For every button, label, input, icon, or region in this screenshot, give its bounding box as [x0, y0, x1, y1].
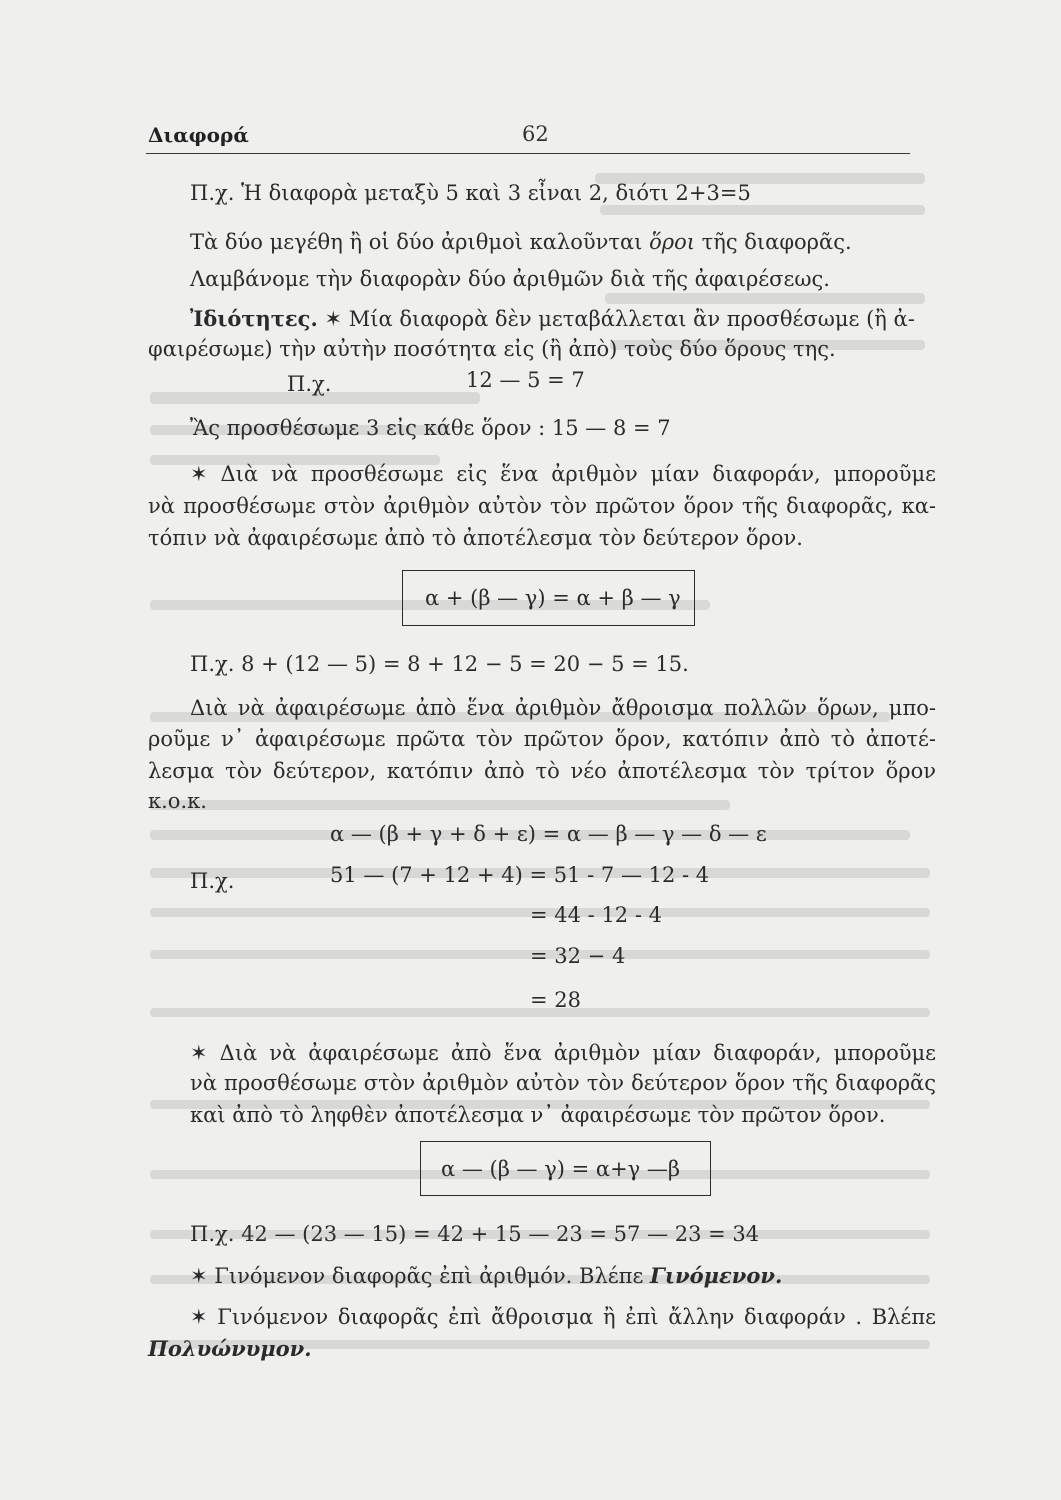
diff-rule-line-2: νὰ προσθέσωμε στὸν ἀριθμὸν αὐτὸν τὸν δεύτερον ὅρον τῆς διαφορᾶς — [190, 1071, 936, 1095]
example-sentence: Π.χ. Ἡ διαφορὰ μεταξὺ 5 καὶ 3 εἶναι 2, διότι 2+3=5 — [190, 181, 751, 205]
terms-sentence — [190, 232, 852, 253]
rule-paragraph-line-2: νὰ προσθέσωμε στὸν ἀριθμὸν αὐτὸν τὸν πρῶτον ὅρον τῆς διαφορᾶς, κα- — [148, 494, 936, 518]
rule-paragraph-line-1: ✶ Διὰ νὰ προσθέσωμε εἰς ἕνα ἀριθμὸν μίαν διαφοράν, μποροῦμε — [190, 462, 936, 486]
see-also-product-text: ✶ Γινόμενον διαφορᾶς ἐπὶ ἀριθμόν. Βλέπε — [190, 1264, 651, 1288]
properties-heading: Ἰδιότητες. — [190, 306, 318, 331]
see-also-product — [190, 1265, 782, 1287]
properties-line — [190, 308, 915, 330]
example-expression: 12 — 5 = 7 — [466, 368, 585, 392]
formula-box-1-text: α + (β — γ) = α + β — γ — [425, 586, 681, 610]
properties-line-2: φαιρέσωμε) τὴν αὐτὴν ποσότητα εἰς (ἢ ἀπὸ) τοὺς δύο ὅρους της. — [148, 337, 836, 361]
properties-text: ✶ Μία διαφορὰ δὲν μεταβάλλεται ἂν προσθέσωμε (ἢ ἀ- — [317, 307, 915, 331]
link-ginomenon[interactable]: Γινόμενον. — [650, 1263, 783, 1288]
sum-paragraph-line-4: κ.ο.κ. — [148, 789, 207, 813]
add-three-sentence: Ἂς προσθέσωμε 3 εἰς κάθε ὅρον : 15 — 8 = 7 — [190, 416, 671, 440]
example-3-line-4: = 28 — [530, 988, 581, 1012]
page-number: 62 — [522, 122, 549, 146]
diff-rule-line-1: ✶ Διὰ νὰ ἀφαιρέσωμε ἀπὸ ἕνα ἀριθμὸν μίαν διαφοράν, μποροῦμε — [190, 1041, 936, 1065]
section-header: Διαφορά — [148, 123, 249, 147]
link-polyonymon[interactable]: Πολυώνυμον. — [148, 1336, 312, 1361]
example-3-line-3: = 32 − 4 — [530, 944, 626, 968]
formula-box-2 — [420, 1141, 711, 1196]
header-rule — [146, 153, 910, 154]
example-3-line-2: = 44 - 12 - 4 — [530, 903, 662, 927]
example-2: Π.χ. 8 + (12 — 5) = 8 + 12 − 5 = 20 − 5 = 15. — [190, 652, 689, 676]
terms-sentence-start: Τὰ δύο μεγέθη ἢ οἱ δύο ἀριθμοὶ καλοῦνται — [190, 230, 650, 254]
general-formula: α — (β + γ + δ + ε) = α — β — γ — δ — ε — [330, 822, 767, 846]
terms-sentence-end: τῆς διαφορᾶς. — [694, 230, 852, 254]
subtraction-sentence: Λαμβάνομε τὴν διαφορὰν δύο ἀριθμῶν διὰ τῆς ἀφαιρέσεως. — [190, 267, 830, 291]
example-label: Π.χ. — [287, 372, 332, 396]
example-3-label: Π.χ. — [190, 869, 235, 893]
sum-paragraph-line-1: Διὰ νὰ ἀφαιρέσωμε ἀπὸ ἕνα ἀριθμὸν ἄθροισμα πολλῶν ὅρων, μπο- — [190, 696, 936, 720]
example-4: Π.χ. 42 — (23 — 15) = 42 + 15 — 23 = 57 — 23 = 34 — [190, 1222, 760, 1246]
diff-rule-line-3: καὶ ἀπὸ τὸ ληφθὲν ἀποτέλεσμα ν᾿ ἀφαιρέσωμε τὸν πρῶτον ὅρον. — [190, 1103, 886, 1127]
sum-paragraph-line-2: ροῦμε ν᾿ ἀφαιρέσωμε πρῶτα τὸν πρῶτον ὅρον, κατόπιν ἀπὸ τὸ ἀποτέ- — [148, 727, 936, 751]
term-oroi: ὅροι — [649, 230, 695, 254]
formula-box-1 — [402, 570, 695, 626]
formula-box-2-text: α — (β — γ) = α+γ —β — [441, 1156, 681, 1181]
rule-paragraph-line-3: τόπιν νὰ ἀφαιρέσωμε ἀπὸ τὸ ἀποτέλεσμα τὸν δεύτερον ὅρον. — [148, 526, 803, 550]
see-also-sum: ✶ Γινόμενον διαφορᾶς ἐπὶ ἄθροισμα ἢ ἐπὶ ἄλλην διαφοράν . Βλέπε — [190, 1305, 936, 1329]
example-3-line-1: 51 — (7 + 12 + 4) = 51 - 7 — 12 - 4 — [330, 863, 710, 887]
sum-paragraph-line-3: λεσμα τὸν δεύτερον, κατόπιν ἀπὸ τὸ νέο ἀποτέλεσμα τὸν τρίτον ὅρον — [148, 759, 936, 783]
